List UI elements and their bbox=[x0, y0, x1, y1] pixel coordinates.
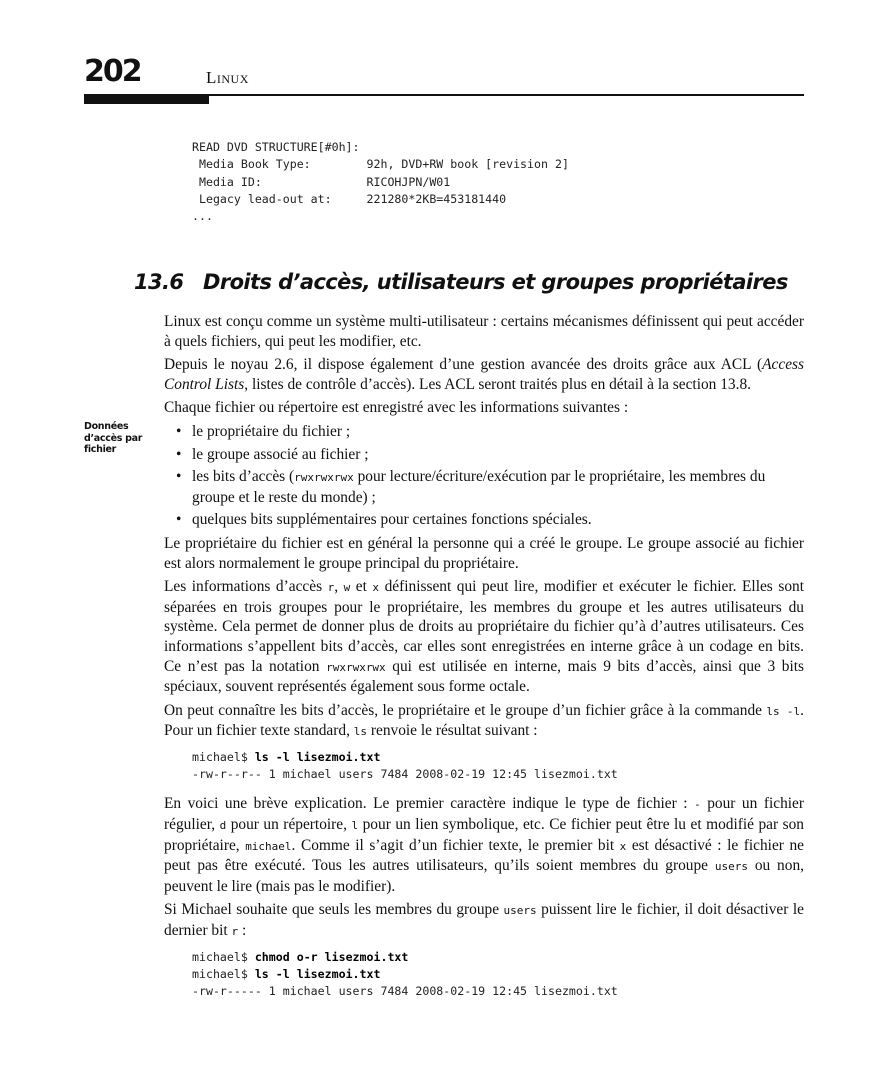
text-run: et bbox=[350, 578, 373, 596]
header-bar bbox=[84, 94, 209, 104]
list-item: • le propriétaire du fichier ; bbox=[164, 422, 804, 442]
inline-code: x bbox=[372, 581, 380, 595]
bullet-list bbox=[164, 422, 804, 530]
list-item: • le groupe associé au fichier ; bbox=[164, 445, 804, 465]
shell-prompt: michael$ bbox=[192, 949, 255, 964]
section-number: 13.6 bbox=[134, 270, 184, 294]
paragraph-file-info: Chaque fichier ou répertoire est enregistré avec les informations suivantes : bbox=[164, 399, 629, 417]
paragraph-acl bbox=[164, 355, 804, 394]
inline-code: michael bbox=[245, 839, 292, 853]
emphasis: Access Control Lists bbox=[164, 356, 804, 393]
code-block-dvd-structure bbox=[192, 139, 569, 225]
paragraph-ls-command bbox=[164, 701, 804, 742]
text-run: , listes de contrôle d’accès). Les ACL seront traités plus en détail à la section 13.8. bbox=[244, 375, 752, 393]
inline-code: w bbox=[343, 581, 351, 595]
margin-note-line: Données bbox=[84, 421, 129, 432]
text-run: . Comme il s’agit d’un fichier texte, le premier bit bbox=[291, 836, 620, 854]
code-line: Legacy lead-out at: 221280*2KB=453181440 bbox=[192, 191, 507, 206]
inline-code: d bbox=[219, 819, 227, 833]
inline-code: users bbox=[503, 904, 537, 918]
text-run: Depuis le noyau 2.6, il dispose également d’une gestion avancée des droits grâce aux ACL ( bbox=[164, 356, 763, 374]
text-run: ou non, peuvent le lire (mais pas le modifier). bbox=[164, 857, 804, 895]
paragraph-owner: Le propriétaire du fichier est en général la personne qui a créé le groupe. Le groupe associé au fichier est alors normalement le groupe principal du propriétaire. bbox=[164, 534, 804, 572]
running-head: Linux bbox=[206, 68, 249, 87]
code-line bbox=[192, 749, 804, 766]
text-run: . Pour un fichier texte standard, bbox=[164, 701, 804, 740]
text-run: Les informations d’accès bbox=[164, 578, 328, 596]
code-line: Media ID: RICOHJPN/W01 bbox=[192, 174, 451, 189]
inline-code: l bbox=[351, 819, 359, 833]
paragraph-explanation bbox=[164, 794, 804, 896]
code-line bbox=[192, 949, 804, 966]
margin-note-line: d’accès par bbox=[84, 432, 143, 444]
code-output: -rw-r--r-- 1 michael users 7484 2008-02-19 12:45 lisezmoi.txt bbox=[192, 767, 618, 782]
shell-prompt: michael$ bbox=[192, 749, 255, 764]
inline-code: users bbox=[714, 860, 748, 874]
shell-command: chmod o-r lisezmoi.txt bbox=[254, 949, 409, 964]
code-output: -rw-r----- 1 michael users 7484 2008-02-19 12:45 lisezmoi.txt bbox=[192, 984, 618, 999]
inline-code: ls -l bbox=[766, 704, 801, 718]
inline-code: rwxrwxrwx bbox=[294, 471, 354, 485]
text-run: renvoie le résultat suivant : bbox=[367, 722, 538, 740]
inline-code: r bbox=[327, 581, 335, 595]
text-run: En voici une brève explication. Le premier caractère indique le type de fichier : bbox=[164, 795, 695, 813]
text-run: puissent lire le fichier, il doit désactiver le dernier bit bbox=[164, 901, 804, 940]
margin-note-line: fichier bbox=[84, 444, 117, 455]
text-run: Si Michael souhaite que seuls les membres du groupe bbox=[164, 901, 504, 919]
code-line: Media Book Type: 92h, DVD+RW book [revision 2] bbox=[192, 157, 569, 172]
text-run: pour un lien symbolique, etc. Ce fichier peut être lu et modifié par son propriétaire, bbox=[164, 816, 805, 854]
inline-code: - bbox=[694, 798, 701, 812]
section-heading bbox=[134, 266, 788, 298]
code-block-chmod bbox=[192, 949, 804, 1001]
section-title: Droits d’accès, utilisateurs et groupes propriétaires bbox=[203, 270, 788, 294]
inline-code: r bbox=[231, 925, 239, 939]
text-run: On peut connaître les bits d’accès, le propriétaire et le groupe d’un fichier grâce à la commande bbox=[164, 701, 767, 719]
inline-code: rwxrwxrwx bbox=[326, 660, 386, 674]
shell-command: ls -l lisezmoi.txt bbox=[254, 749, 381, 764]
list-item: • quelques bits supplémentaires pour certaines fonctions spéciales. bbox=[164, 510, 804, 530]
paragraph-chmod bbox=[164, 900, 804, 941]
code-block-ls bbox=[192, 749, 804, 784]
shell-command: ls -l lisezmoi.txt bbox=[254, 966, 381, 981]
inline-code: x bbox=[619, 839, 627, 853]
text-run: , bbox=[334, 578, 344, 596]
text-run: pour lecture/écriture/exécution par le propriétaire, les membres du groupe et le reste du monde) ; bbox=[192, 468, 766, 506]
text-run: qui est utilisée en interne, mais 9 bits d’accès, ainsi que 3 bits spéciaux, souvent représentés également sous forme octale. bbox=[164, 657, 804, 696]
inline-code: ls bbox=[353, 725, 368, 739]
body-text bbox=[164, 312, 804, 1012]
code-line: READ DVD STRUCTURE[#0h]: bbox=[192, 140, 360, 154]
text-run: pour un fichier régulier, bbox=[164, 795, 804, 834]
text-run: les bits d’accès ( bbox=[192, 468, 295, 486]
page-number: 202 bbox=[84, 54, 141, 89]
text-run: : bbox=[238, 922, 247, 940]
text-run: est désactivé : le fichier ne peut pas être exécuté. Tous les autres utilisateurs, qu’ils soient membres du groupe bbox=[164, 836, 804, 875]
paragraph-access-bits bbox=[164, 577, 804, 697]
paragraph-intro: Linux est conçu comme un système multi-utilisateur : certains mécanismes définissent qui peut accéder à quels fichiers, qui peut les modifier, etc. bbox=[164, 313, 804, 350]
code-line: ... bbox=[192, 209, 213, 224]
list-item bbox=[164, 467, 804, 507]
text-run: pour un répertoire, bbox=[226, 816, 352, 834]
shell-prompt: michael$ bbox=[192, 966, 255, 981]
margin-note bbox=[84, 421, 150, 456]
code-line bbox=[192, 966, 804, 983]
text-run: définissent qui peut lire, modifier et exécuter le fichier. Elles sont séparées en trois groupes pour le propriétaire, les membres du groupe et les autres utilisateurs du système. Cela permet de donner plus de droits au propriétaire du fichier qu’à d’autres utilisateurs. Ces informations s’appellent bits d’accès, car elles sont enregistrées en interne grâce à un codage en bits. Ce n’est pas la notation bbox=[164, 578, 804, 675]
